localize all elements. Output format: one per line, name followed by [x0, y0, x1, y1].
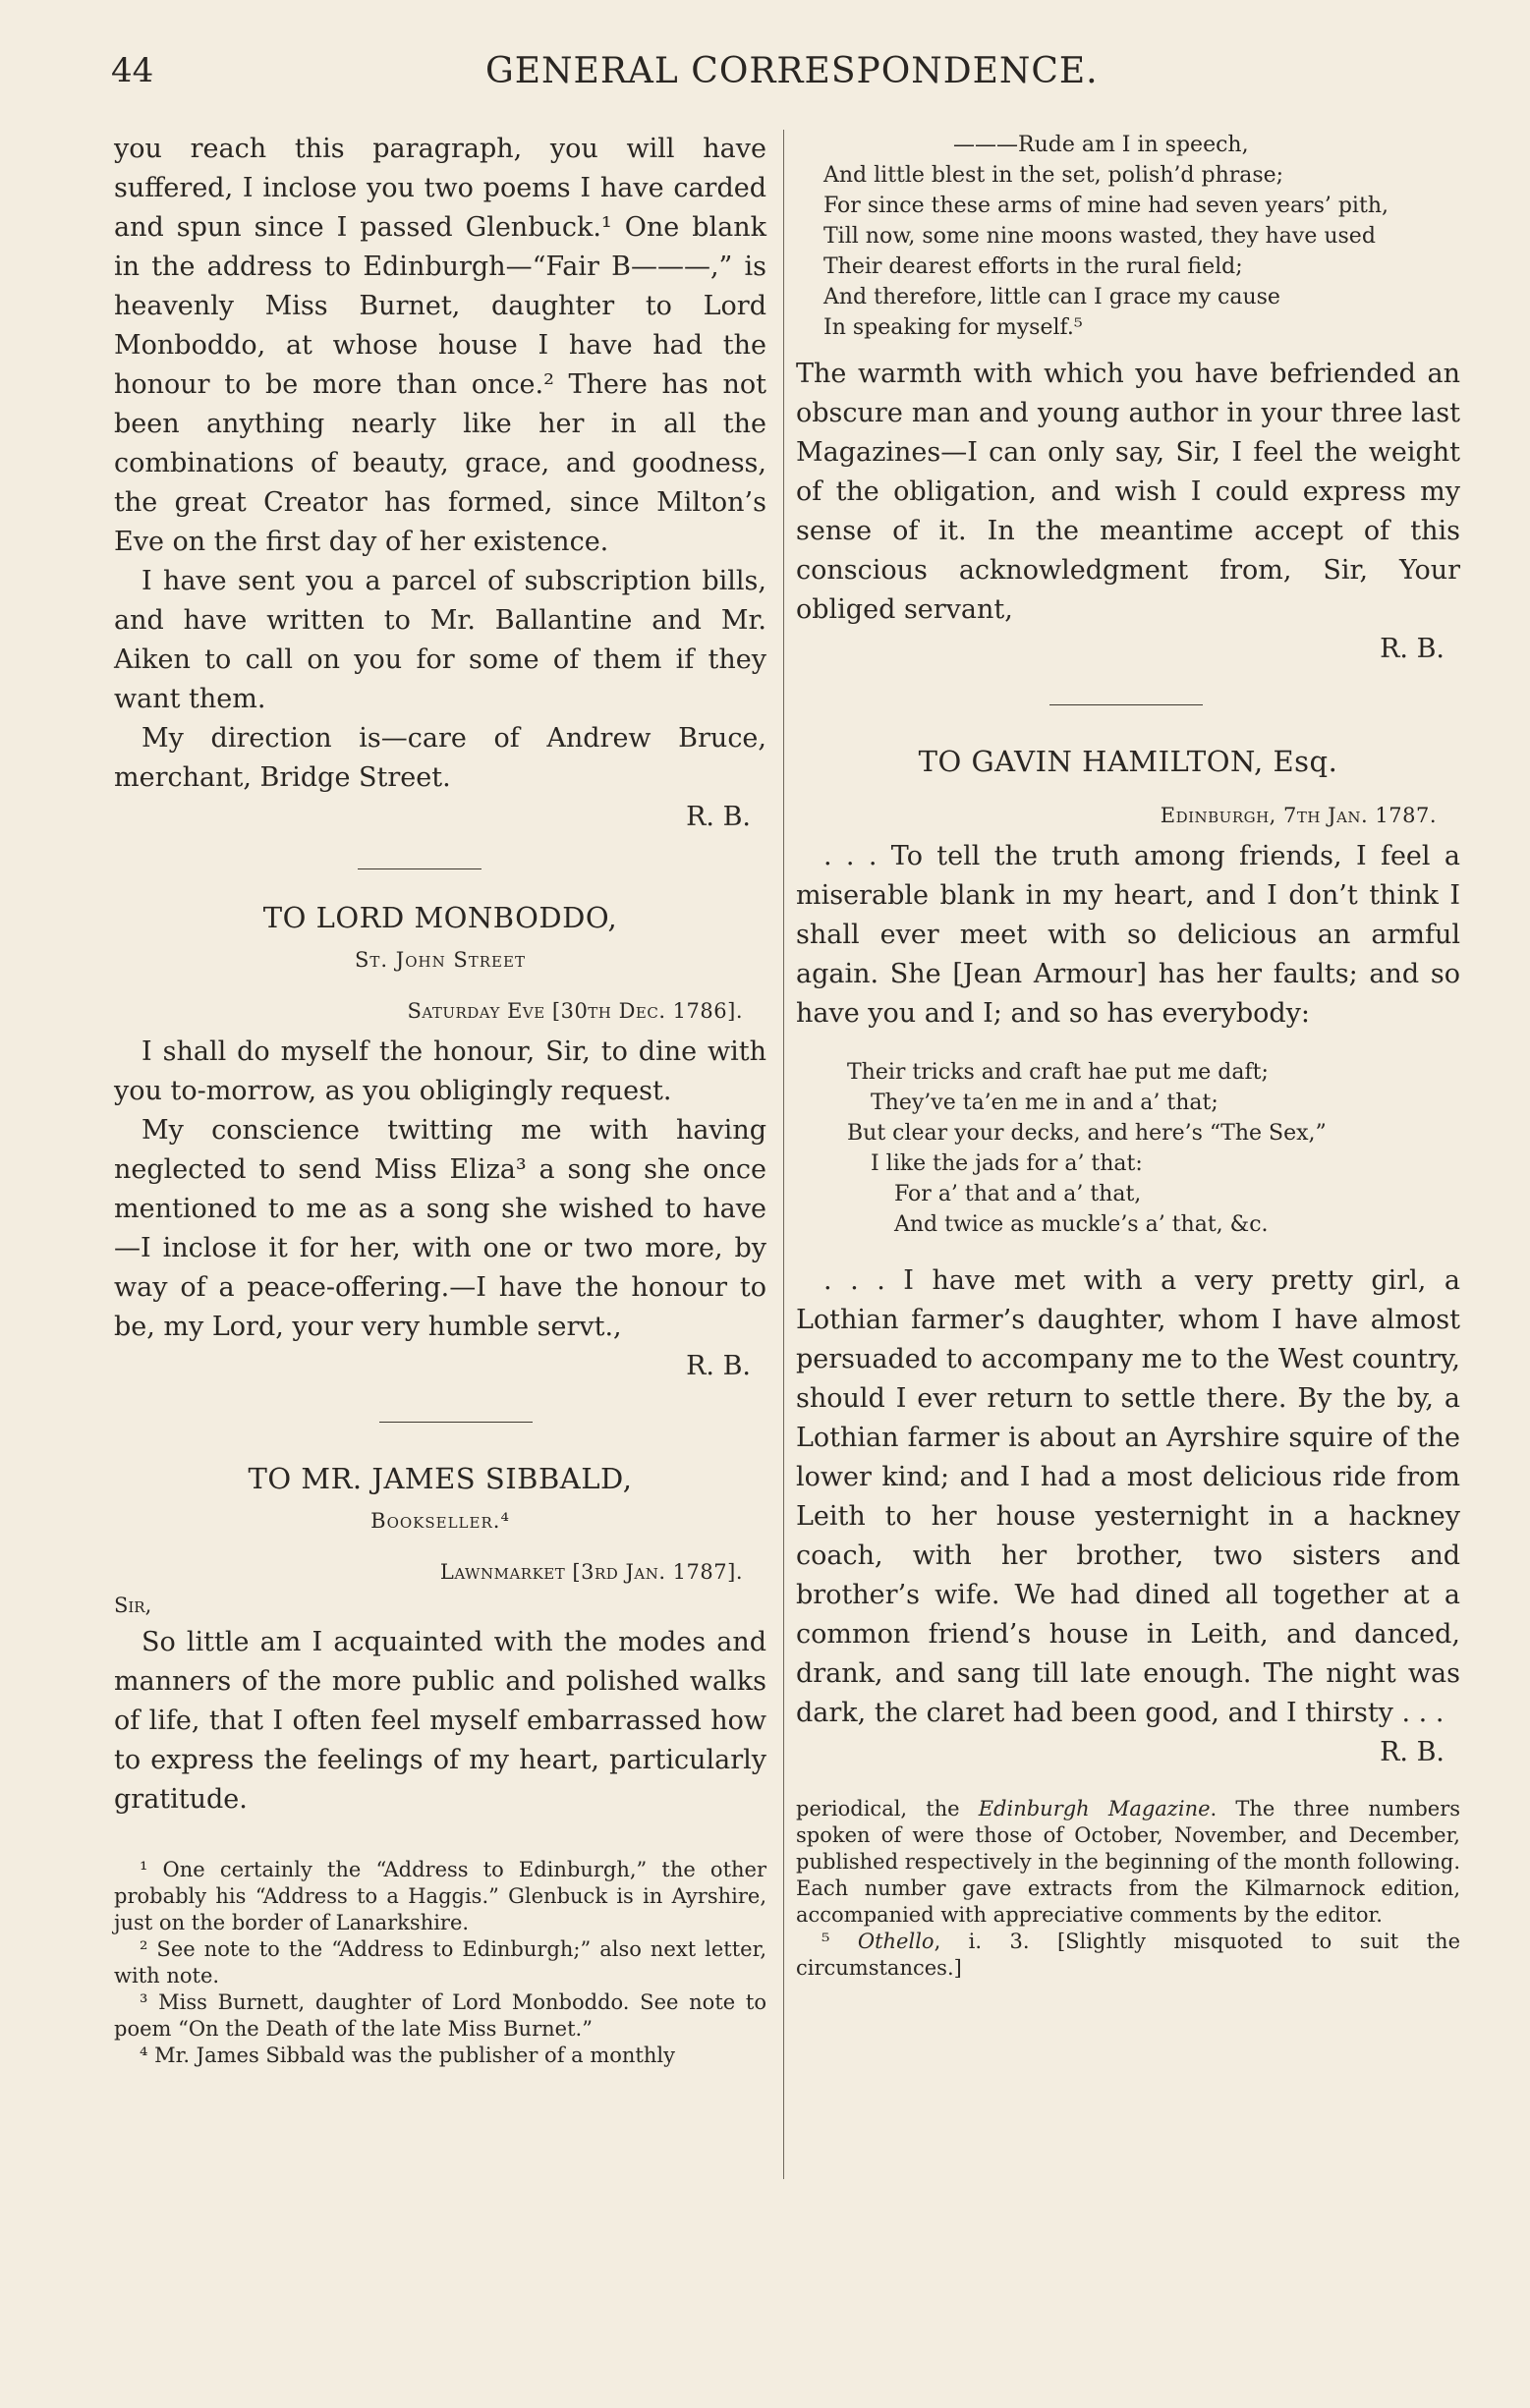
- footnote-text: . The three numbers spoken of were those of October, November, and December, published respectively in the beginning of the month following. Each number gave extracts from the Kilmarnock edition, accompanied with appreciative comments by the editor.: [796, 1797, 1461, 1927]
- letter-dateline: Lawnmarket [3rd Jan. 1787].: [439, 1560, 743, 1584]
- footnote: ² See note to the “Address to Edinburgh;” also next letter, with note.: [114, 1937, 766, 1988]
- signature: R. B.: [686, 1351, 751, 1381]
- column-divider: [783, 130, 784, 2179]
- letter-heading: TO LORD MONBODDO,: [262, 901, 618, 934]
- verse-line: They’ve ta’en me in and a’ that;: [871, 1091, 1218, 1115]
- letter-subheading: Bookseller.⁴: [370, 1509, 510, 1533]
- footnote-text: , i. 3. [Slightly misquoted to suit the circumstances.]: [796, 1930, 1460, 1980]
- letter-paragraph: The warmth with which you have befriended an obscure man and young author in your three last Magazines—I can only say, Sir, I feel the weight of the obligation, and wish I could express my sense of it. In the meantime accept of this conscious acknowledgment from, Sir, Your obliged servant,: [796, 359, 1460, 625]
- quote-line: And little blest in the set, polish’d phrase;: [823, 163, 1284, 188]
- footnote-continuation: [796, 1796, 1460, 1929]
- letter-gavin-hamilton: [796, 745, 1460, 1772]
- letter-paragraph: . . . I have met with a very pretty girl, a Lothian farmer’s daughter, whom I have almost persuaded to accompany me to the West country, should I ever return to settle there. By the by, a Lothian farmer is about an Ayrshire squire of the lower kind; and I had a most delicious ride from Leith to her house yesternight in a hackney coach, with her brother, two sisters and brother’s wife. We had dined all together at a common friend’s house in Leith, and danced, drank, and sang till late enough. The night was dark, the claret had been good, and I thirsty . . .: [796, 1265, 1460, 1728]
- footnotes: [114, 1857, 766, 2069]
- opening-paragraph: you reach this paragraph, you will have suffered, I inclose you two poems I have carded and spun since I passed Glenbuck.¹ One blank in the address to Edinburgh—“Fair B———,” is heavenly Miss Burnet, daughter to Lord Monboddo, at whose house I have had the honour to be more than once.² There has not been anything nearly like her in all the combinations of beauty, grace, and goodness, the great Creator has formed, since Milton’s Eve on the first day of her existence.: [114, 134, 766, 557]
- footnote: [796, 1929, 1460, 1982]
- letter-heading: TO GAVIN HAMILTON, Esq.: [918, 745, 1338, 778]
- quote-line: In speaking for myself.⁵: [823, 315, 1083, 340]
- letter-lord-monboddo: [114, 901, 766, 1386]
- section-divider: [358, 868, 482, 869]
- paragraph-subscription-bills: I have sent you a parcel of subscription bills, and have written to Mr. Ballantine and Mr. Aiken to call on you for some of them if they want them.: [114, 566, 766, 714]
- footnote-text: periodical, the: [796, 1797, 979, 1820]
- verse-line: And twice as muckle’s a’ that, &c.: [894, 1212, 1269, 1237]
- letter-james-sibbald: [114, 1462, 766, 1820]
- quote-line: For since these arms of mine had seven years’ pith,: [823, 194, 1388, 218]
- letter-heading: TO MR. JAMES SIBBALD,: [248, 1462, 633, 1495]
- verse-line: Their tricks and craft hae put me daft;: [847, 1060, 1269, 1085]
- letter-paragraph: My conscience twitting me with having neglected to send Miss Eliza³ a song she once mentioned to me as a song she wished to have—I inclose it for her, with one or two more, by way of a peace-offering.—I have the honour to be, my Lord, your very humble servt.,: [114, 1115, 766, 1342]
- signature: R. B.: [1380, 634, 1445, 664]
- letter-salutation: Sir,: [114, 1594, 152, 1617]
- quote-line: Till now, some nine moons wasted, they have used: [823, 224, 1376, 249]
- verse-line: But clear your decks, and here’s “The Sex,”: [847, 1121, 1327, 1146]
- verse-line: For a’ that and a’ that,: [894, 1182, 1142, 1206]
- quote-line: And therefore, little can I grace my cause: [823, 285, 1280, 309]
- verse-line: I like the jads for a’ that:: [871, 1151, 1143, 1176]
- song-verse: [796, 1057, 1460, 1240]
- footnote: ¹ One certainly the “Address to Edinburgh,” the other probably his “Address to a Haggis.” Glenbuck is in Ayrshire, just on the border of Lanarkshire.: [114, 1858, 766, 1934]
- quote-line: Their dearest efforts in the rural field;: [823, 254, 1243, 279]
- letter-dateline: Saturday Eve [30th Dec. 1786].: [407, 999, 743, 1023]
- letter-dateline: Edinburgh, 7th Jan. 1787.: [1160, 804, 1437, 827]
- letter-paragraph: So little am I acquainted with the modes and manners of the more public and polished walks of life, that I often feel myself embarrassed how to express the feelings of my heart, particularly gratitude.: [114, 1627, 766, 1815]
- section-divider: [379, 1422, 533, 1423]
- letter-paragraph: I shall do myself the honour, Sir, to dine with you to-morrow, as you obligingly request.: [114, 1036, 766, 1106]
- magazine-title: Edinburgh Magazine: [978, 1797, 1211, 1820]
- left-column: [114, 130, 766, 2069]
- section-divider: [1049, 704, 1203, 705]
- footnote-source: Othello: [857, 1930, 935, 1953]
- right-column: [796, 130, 1460, 1982]
- footnote: ³ Miss Burnett, daughter of Lord Monboddo. See note to poem “On the Death of the late Miss Burnet.”: [114, 1990, 766, 2041]
- footnote-mark: ⁵: [822, 1930, 830, 1953]
- signature: R. B.: [1380, 1737, 1445, 1767]
- shakespeare-quote: [796, 130, 1460, 343]
- footnote: ⁴ Mr. James Sibbald was the publisher of a monthly: [140, 2044, 675, 2067]
- letter-subheading: St. John Street: [355, 948, 526, 972]
- letter-paragraph: . . . To tell the truth among friends, I feel a miserable blank in my heart, and I don’t think I shall ever meet with so delicious an armful again. She [Jean Armour] has her faults; and so have you and I; and so has everybody:: [796, 841, 1460, 1029]
- page-number: 44: [111, 51, 154, 90]
- quote-line: ———Rude am I in speech,: [953, 133, 1249, 157]
- paragraph-direction: My direction is—care of Andrew Bruce, merchant, Bridge Street.: [114, 723, 766, 793]
- signature: R. B.: [686, 802, 751, 832]
- running-head: GENERAL CORRESPONDENCE.: [485, 51, 1099, 91]
- footnotes: [796, 1796, 1460, 1982]
